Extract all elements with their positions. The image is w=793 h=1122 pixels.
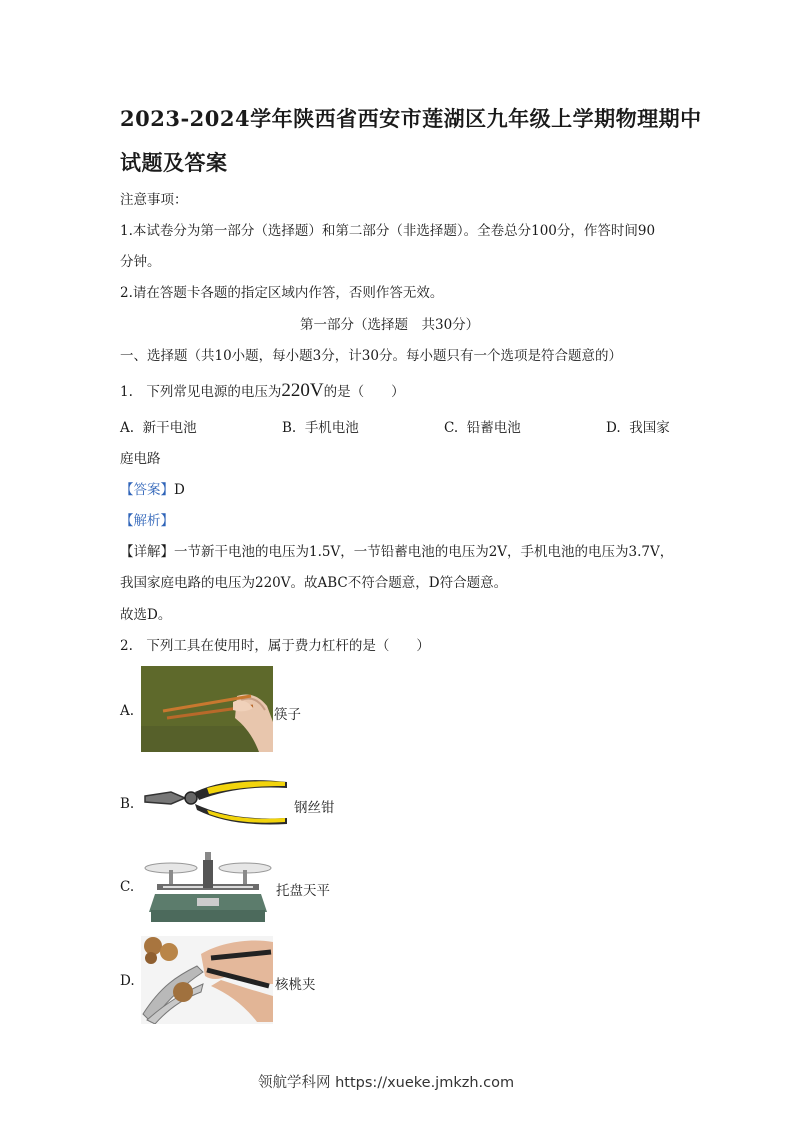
part1-heading: 第一部分（选择题 共30分） [300, 317, 480, 333]
q1-answer [120, 478, 185, 498]
analysis-label: 【解析】 [120, 513, 174, 529]
q2-option-a-letter: A. [120, 703, 135, 719]
footer-text: 领航学科网 https://xueke.jmkzh.com [258, 1075, 515, 1091]
answer-value: D [174, 482, 185, 498]
q1-option-b [282, 416, 359, 436]
option-letter: A. [120, 420, 135, 436]
section-heading: 一、选择题（共10小题，每小题3分，计30分。每小题只有一个选项是符合题意的） [120, 348, 622, 364]
q2-option-a-text: 筷子 [274, 707, 301, 723]
q2-option-d-letter: D. [120, 973, 135, 989]
q1-stem [120, 380, 405, 402]
q1-conclusion: 故选D。 [120, 607, 172, 623]
q1-stem-after: 的是（ ） [323, 384, 405, 400]
q2-option-c-letter: C. [120, 879, 135, 895]
page-title-line1: 2023-2024学年陕西省西安市莲湖区九年级上学期物理期中 [120, 106, 702, 131]
option-text: 手机电池 [304, 420, 359, 436]
nutcracker-image [141, 936, 273, 1024]
option-letter: D. [606, 420, 621, 436]
option-text: 铅蓄电池 [466, 420, 521, 436]
q1-option-d [606, 416, 670, 436]
q2-option-b-text: 钢丝钳 [294, 800, 335, 816]
q2-stem: 2. 下列工具在使用时，属于费力杠杆的是（ ） [120, 638, 430, 654]
q1-detail-line1 [120, 540, 673, 560]
q1-option-c [444, 416, 521, 436]
q2-option-c-text: 托盘天平 [276, 883, 330, 899]
page-title-line2: 试题及答案 [120, 150, 228, 175]
option-letter: B. [282, 420, 297, 436]
option-text: 新干电池 [142, 420, 197, 436]
q1-detail-line2: 我国家庭电路的电压为220V。故ABC不符合题意，D符合题意。 [120, 575, 508, 591]
q1-option-a [120, 416, 197, 436]
notes-heading: 注意事项： [120, 192, 188, 208]
q1-option-d-cont: 庭电路 [120, 451, 161, 467]
notes-item1-line1: 1.本试卷分为第一部分（选择题）和第二部分（非选择题）。全卷总分100分，作答时间90 [120, 223, 656, 239]
q2-option-d-text: 核桃夹 [275, 977, 316, 993]
answer-label: 【答案】 [120, 482, 174, 498]
pliers-image [141, 774, 289, 830]
notes-item2: 2.请在答题卡各题的指定区域内作答，否则作答无效。 [120, 285, 444, 301]
detail-label: 【详解】 [120, 544, 174, 560]
notes-item1-line2: 分钟。 [120, 254, 161, 270]
chopsticks-image [141, 666, 273, 752]
q1-stem-value: 220V [281, 380, 324, 401]
option-text: 我国家 [629, 420, 670, 436]
q2-option-b-letter: B. [120, 796, 135, 812]
option-letter: C. [444, 420, 459, 436]
balance-scale-image [141, 850, 275, 924]
detail-text: 一节新干电池的电压为1.5V，一节铅蓄电池的电压为2V，手机电池的电压为3.7V， [174, 544, 674, 560]
q1-stem-before: 1. 下列常见电源的电压为 [120, 384, 282, 400]
